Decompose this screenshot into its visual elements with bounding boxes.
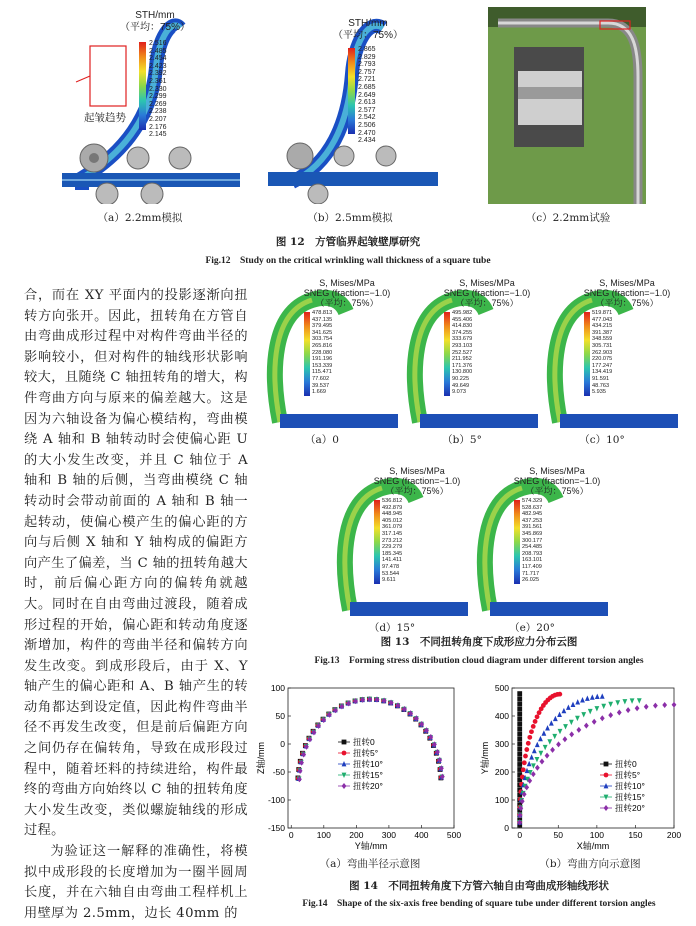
y-tick-label: 50 [275,711,285,721]
colorbar-value: 2.506 [358,121,376,129]
stress-colorbar-value: 305.731 [592,342,613,349]
data-point [543,745,548,750]
data-point [600,715,605,721]
stress-panel-label: （b）5° [442,434,482,446]
data-point [522,760,527,765]
stress-colorbar-value: 48.763 [592,382,610,389]
wrinkle-box [90,46,126,106]
data-point [517,742,522,747]
data-point [517,737,522,742]
stress-colorbar-value: 478.813 [312,310,333,316]
stress-legend-title: S, Mises/MPa [529,466,585,476]
colorbar-value: 2.757 [358,68,376,76]
stress-colorbar-value: 220.075 [592,356,613,363]
data-point [535,765,540,771]
data-point [561,708,566,713]
data-point [637,698,642,703]
stress-legend-title: （平均：75%） [315,298,379,308]
stress-panel [542,272,682,452]
colorbar-value: 2.649 [358,91,376,99]
stress-colorbar-value: 115.471 [312,369,332,376]
data-point [563,736,568,742]
data-point [552,734,557,739]
colorbar-value: 2.721 [358,76,376,84]
stress-colorbar-value: 492.879 [382,504,403,511]
data-point [556,741,561,747]
data-point [617,709,622,715]
y-tick-label: -100 [267,795,285,805]
data-point [535,757,540,762]
fig14-label-b: （b）弯曲方向示意图 [539,858,641,870]
experiment-photo [488,7,646,204]
stress-colorbar-value: 153.339 [312,362,333,369]
colorbar-value: 2.299 [149,93,167,101]
data-point [585,695,590,700]
x-tick-label: 50 [553,830,564,840]
data-point [557,712,562,717]
stress-colorbar-value: 536.812 [382,498,403,504]
colorbar-values-12a [149,40,167,139]
stress-colorbar-value: 191.196 [312,356,333,363]
stress-panel-label: （e）20° [509,622,555,634]
stress-legend-title: （平均：75%） [525,486,589,496]
data-point [600,693,605,698]
fig13-caption-en: Fig.13 Forming stress distribution cloud diagram under different torsion angles [314,656,644,666]
data-point [557,692,562,697]
data-point [540,759,545,765]
stress-colorbar-value: 117.409 [522,563,542,570]
stress-colorbar-value: 5.935 [592,389,606,396]
data-point [342,783,347,789]
data-point [529,754,534,759]
stress-colorbar-value: 437.135 [312,316,333,323]
legend-entry: 扭转0 [615,759,637,769]
stress-colorbar-value: 254.485 [522,544,543,551]
stress-colorbar-value: 405.012 [382,517,403,524]
colorbar-value: 2.829 [358,53,376,61]
legend-entry: 扭转0 [353,737,375,747]
data-point [566,705,571,710]
stress-colorbar-value: 171.376 [452,362,473,369]
stress-colorbar-value: 252.527 [452,349,473,356]
stress-panel-label: （d）15° [368,622,416,634]
stress-legend-title: S, Mises/MPa [319,278,375,288]
body-paragraph-2: 为验证这一解释的准确性，将模拟中成形段的长度增加为一圈半圆周长度，并在六轴自由弯曲工程样机上用壁厚为 2.5mm，边长 40mm 的 [24,844,248,921]
stress-colorbar-value: 97.478 [382,563,400,570]
data-point [595,694,600,699]
x-tick-label: 300 [381,830,396,840]
x-tick-label: 200 [349,830,364,840]
stress-legend-title: SNEG (fraction=−1.0) [373,476,461,486]
data-point [608,702,613,707]
legend-entry: 扭转15° [353,770,383,780]
stress-colorbar-value: 228.080 [312,349,333,356]
data-point [527,761,532,766]
data-point [541,730,546,735]
data-point [535,714,540,719]
y-tick-label: 100 [270,683,285,693]
stress-colorbar-value: 361.079 [382,524,403,531]
data-point [630,698,635,703]
colorbar-value: 2.392 [149,70,167,78]
chart-bending-direction [478,682,682,854]
stress-colorbar-value: 262.903 [592,349,613,356]
data-point [517,706,522,711]
stress-colorbar-value: 229.279 [382,544,403,551]
x-axis-label: Y轴/mm [354,841,388,851]
data-point [571,702,576,707]
data-point [517,711,522,716]
stress-colorbar-value: 177.247 [592,362,613,369]
data-point [558,729,563,734]
stress-panel [262,272,402,452]
data-point [588,709,593,714]
data-point [531,724,536,729]
colorbar-title-12b: STH/mm （平均：75%） [332,18,403,41]
stress-colorbar-value: 9.073 [452,389,466,396]
colorbar-value: 2.793 [358,61,376,69]
data-point [517,691,522,696]
stress-legend-title: （平均：75%） [385,486,449,496]
colorbar-value: 2.516 [149,40,167,47]
colorbar-value: 2.685 [358,83,376,91]
chart-bending-radius [250,682,462,854]
stress-colorbar-value: 482.945 [522,511,543,518]
plot-frame [288,688,454,828]
fig12-label-c: （c）2.2mm试验 [525,212,611,224]
data-point [601,704,606,709]
body-paragraph-1: 合，而在 XY 平面内的投影逐渐向扭转方向张开。因此，扭转角在方管自由弯曲成形过程中对构件弯曲半径的影响较小，但对构件的轴线形状影响较大，且随绕 C 轴扭转角的增大，构件弯曲方向与原来的偏差越大。这是因为六轴设备为偏心模结构，弯曲模绕 A 轴和 B 轴转动时会使偏心距 U 的大小发生改变，并且 C 轴位于 A 轴和 B 轴的后侧，当弯曲模绕 C 轴转动时会带动前面的 A 轴和 B 轴一起转动，使偏心模产生的偏心距的方向与后侧 X 轴和 Y 轴构成的偏距方向产生了偏差，当 C 轴的扭转角越大时，前后偏心距方向的偏转角就越大。同时在自由弯曲过渡段，随着成形过程的开始，偏心距和转动角度逐渐增加，构件的弯曲半径和偏转方向发生改变。到成形段后，由于 X、Y 轴产生的偏心距和 A、B 轴产生的转动角都达到设定值，因此构件弯曲半径不再发生改变，但是前后偏距方向之间仍存在偏转角，导致在成形段过程中，随着坯料的持续进给，构件最终的弯曲方向始终以 C 轴的扭转角度大小发生改变，类似螺旋轴线的形成过程。 [24,288,248,839]
legend-entry: 扭转10° [353,759,383,769]
fig12-label-b: （b）2.5mm模拟 [307,212,393,224]
data-point [644,704,649,710]
x-tick-label: 200 [666,830,682,840]
y-axis-label: Y轴/mm [480,741,490,775]
y-tick-label: 500 [494,683,509,693]
data-point [517,727,522,732]
data-point [590,694,595,699]
stress-colorbar-value: 90.225 [452,375,470,382]
stress-colorbar-value: 348.559 [592,336,613,343]
x-tick-label: 100 [316,830,331,840]
colorbar-value: 2.434 [358,137,376,145]
x-tick-label: 100 [589,830,604,840]
colorbar-value: 2.542 [358,114,376,122]
stress-colorbar-value: 448.945 [382,511,403,518]
stress-colorbar-value: 134.419 [592,369,613,376]
colorbar-value: 2.269 [149,100,167,108]
data-point [538,751,543,756]
data-point [517,732,522,737]
stress-legend-title: （平均：75%） [455,298,519,308]
data-point [527,735,532,740]
data-point [604,773,609,778]
data-point [604,805,609,811]
data-point [521,767,526,772]
data-point [517,752,522,757]
data-point [538,736,543,741]
data-point [626,707,631,713]
stress-colorbar-value: 49.649 [452,382,470,389]
x-tick-label: 150 [628,830,643,840]
data-point [526,741,531,746]
x-tick-label: 500 [446,830,462,840]
stress-colorbar-value: 91.591 [592,375,610,382]
data-point [517,717,522,722]
stress-legend-title: SNEG (fraction=−1.0) [583,288,671,298]
fig12-caption-cn: 图 12 方管临界起皱壁厚研究 [275,236,421,248]
stress-colorbar-value: 211.952 [452,356,472,363]
stress-colorbar-value: 300.177 [522,537,543,544]
data-point [532,748,537,753]
stress-colorbar-value: 391.387 [592,329,613,336]
fig12-caption-en: Fig.12 Study on the critical wrinkling wall thickness of a square tube [205,256,491,266]
stress-colorbar-value: 477.043 [592,316,613,323]
stress-colorbar-value: 345.869 [522,530,543,537]
y-tick-label: 100 [494,795,509,805]
data-point [545,753,550,759]
data-point [604,762,609,767]
stress-colorbar-value: 185.345 [382,550,403,557]
data-point [615,700,620,705]
y-tick-label: 0 [280,739,285,749]
x-tick-label: 400 [414,830,429,840]
stress-colorbar-value: 391.561 [522,524,543,531]
colorbar-value: 2.330 [149,85,167,93]
stress-colorbar-value: 379.495 [312,323,333,330]
legend-entry: 扭转15° [615,792,645,802]
stress-colorbar-value: 1.669 [312,389,326,396]
data-point [545,725,550,730]
stress-panel [472,460,612,640]
legend-entry: 扭转20° [353,781,383,791]
colorbar-12b [348,48,355,134]
stress-colorbar-value: 293.103 [452,342,473,349]
stress-colorbar [514,500,520,584]
stress-legend-title: S, Mises/MPa [599,278,655,288]
stress-colorbar-value: 265.816 [312,342,333,349]
stress-panel-label: （a）0 [305,434,339,446]
stress-colorbar-value: 437.253 [522,517,543,524]
data-point [529,729,534,734]
colorbar-12a [139,42,146,130]
data-point [517,722,522,727]
stress-colorbar-value: 53.544 [382,570,400,577]
colorbar-value: 2.485 [149,47,167,55]
data-point [653,703,658,709]
y-axis-label: Z轴/mm [256,742,266,774]
stress-panel [402,272,542,452]
y-tick-label: 200 [494,767,509,777]
colorbar-value: 2.238 [149,108,167,116]
data-point [575,699,580,704]
stress-panel-label: （c）10° [579,434,625,446]
stress-colorbar-value: 341.625 [312,329,333,336]
data-point [533,719,538,724]
fig12-photo-c [488,7,646,204]
stress-legend-title: S, Mises/MPa [459,278,515,288]
y-tick-label: 0 [504,823,509,833]
stress-colorbar-value: 208.793 [522,550,543,557]
legend-entry: 扭转5° [353,748,379,758]
data-point [550,747,555,753]
stress-colorbar-value: 495.982 [452,310,473,316]
colorbar-value: 2.865 [358,46,376,53]
colorbar-value: 2.207 [149,115,167,123]
fig14-label-a: （a）弯曲半径示意图 [319,858,421,870]
data-point [576,727,581,733]
data-point [608,712,613,718]
stress-colorbar-value: 317.145 [382,530,403,537]
stress-colorbar [584,312,590,396]
data-point [517,701,522,706]
stress-colorbar-value: 71.717 [522,570,540,577]
stress-colorbar-value: 130.800 [452,369,473,376]
legend-entry: 扭转5° [615,770,641,780]
data-point [569,731,574,737]
colorbar-value: 2.613 [358,99,376,107]
x-axis-label: X轴/mm [576,841,610,851]
y-tick-label: 400 [494,711,509,721]
stress-colorbar-value: 26.025 [522,577,540,584]
stress-legend-title: SNEG (fraction=−1.0) [513,476,601,486]
data-point [517,762,522,767]
stress-colorbar-value: 333.679 [452,336,473,343]
data-point [517,757,522,762]
stress-colorbar-value: 77.602 [312,375,330,382]
fig14-caption-cn: 图 14 不同扭转角度下方管六轴自由弯曲成形轴线形状 [349,880,609,892]
fig14-caption-en: Fig.14 Shape of the six-axis free bending of square tube under different torsion angles [302,899,656,909]
stress-colorbar [374,500,380,584]
stress-colorbar [304,312,310,396]
stress-legend-title: S, Mises/MPa [389,466,445,476]
data-point [594,706,599,711]
colorbar-values-12b [358,46,376,145]
data-point [342,751,347,756]
x-tick-label: 0 [288,830,294,840]
data-point [531,763,536,768]
stress-colorbar-value: 574.329 [522,498,543,504]
colorbar-value: 2.577 [358,106,376,114]
colorbar-value: 2.423 [149,62,167,70]
data-point [523,754,528,759]
stress-colorbar-value: 141.411 [382,557,402,564]
stress-colorbar-value: 39.537 [312,382,330,389]
data-point [553,716,558,721]
stress-colorbar-value: 163.101 [522,557,543,564]
colorbar-value: 2.176 [149,123,167,131]
stress-colorbar-value: 528.637 [522,504,543,511]
data-point [662,702,667,708]
legend-entry: 扭转10° [615,781,645,791]
stress-legend-title: （平均：75%） [595,298,659,308]
stress-colorbar-value: 9.611 [382,577,396,584]
data-point [517,747,522,752]
y-tick-label: 300 [494,739,509,749]
data-point [672,702,677,708]
colorbar-value: 2.454 [149,55,167,63]
stress-legend-title: SNEG (fraction=−1.0) [443,288,531,298]
data-point [535,742,540,747]
data-point [635,705,640,711]
stress-colorbar-value: 519.871 [592,310,613,316]
colorbar-value: 2.470 [358,129,376,137]
y-tick-label: -50 [272,767,285,777]
stress-colorbar [444,312,450,396]
wrinkle-annotation: 起皱趋势 [84,112,126,124]
stress-colorbar-value: 303.754 [312,336,333,343]
stress-legend-title: SNEG (fraction=−1.0) [303,288,391,298]
data-point [584,723,589,729]
colorbar-title-12a: STH/mm （平均：75%） [119,10,190,33]
data-point [517,696,522,701]
x-tick-label: 0 [517,830,523,840]
data-point [547,739,552,744]
legend-entry: 扭转20° [615,803,645,813]
data-point [580,697,585,702]
data-point [592,719,597,725]
fig13-caption-cn: 图 13 不同扭转角度下成形应力分布云图 [380,636,578,648]
stress-colorbar-value: 455.406 [452,316,473,323]
stress-colorbar-value: 273.212 [382,537,403,544]
data-point [563,724,568,729]
y-tick-label: -150 [267,823,285,833]
data-point [342,740,347,745]
stress-panel [332,460,472,640]
colorbar-value: 2.145 [149,131,167,139]
data-point [524,747,529,752]
stress-colorbar-value: 414.830 [452,323,473,330]
stress-colorbar-value: 374.255 [452,329,473,336]
stress-colorbar-value: 434.215 [592,323,613,330]
data-point [569,720,574,725]
data-point [581,712,586,717]
colorbar-value: 2.361 [149,77,167,85]
fig12-label-a: （a）2.2mm模拟 [97,212,183,224]
body-text [24,286,248,924]
data-point [575,716,580,721]
data-point [622,699,627,704]
